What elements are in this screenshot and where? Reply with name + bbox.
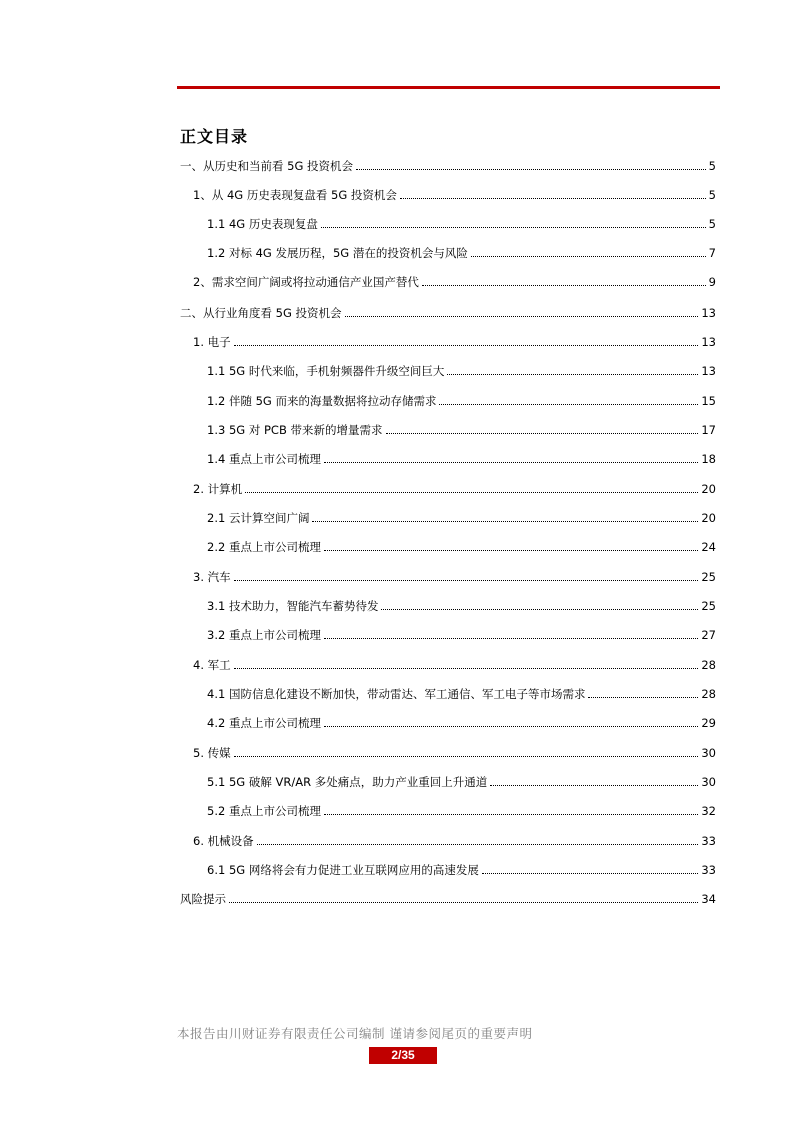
toc-entry-page: 30 [701, 746, 716, 760]
toc-entry-label: 4.1 国防信息化建设不断加快，带动雷达、军工通信、军工电子等市场需求 [207, 687, 586, 701]
toc-entry-page: 5 [708, 159, 716, 173]
toc-title: 正文目录 [180, 127, 249, 146]
toc-entry-page: 25 [701, 570, 716, 584]
toc-leader-dots [234, 345, 699, 346]
toc-entry-page: 13 [701, 364, 716, 378]
toc-leader-dots [324, 726, 698, 727]
toc-entry[interactable] [207, 627, 716, 643]
toc-leader-dots [447, 374, 698, 375]
toc-entry[interactable] [193, 274, 716, 290]
toc-leader-dots [312, 521, 698, 522]
toc-leader-dots [321, 227, 706, 228]
toc-entry[interactable] [207, 393, 716, 409]
toc-entry-page: 30 [701, 775, 716, 789]
toc-entry-label: 2.1 云计算空间广阔 [207, 511, 310, 525]
toc-entry-page: 34 [701, 892, 716, 906]
toc-entry[interactable] [207, 451, 716, 467]
toc-entry-label: 6. 机械设备 [193, 834, 254, 848]
toc-entry-label: 3.2 重点上市公司梳理 [207, 628, 321, 642]
toc-entry-page: 9 [708, 275, 716, 289]
toc-entry-label: 2. 计算机 [193, 482, 243, 496]
toc-entry[interactable] [180, 158, 716, 174]
toc-entry-label: 2.2 重点上市公司梳理 [207, 540, 321, 554]
toc-entry-page: 33 [701, 834, 716, 848]
toc-leader-dots [386, 433, 699, 434]
header-rule [177, 86, 720, 89]
toc-entry-label: 3. 汽车 [193, 570, 231, 584]
toc-leader-dots [400, 198, 706, 199]
toc-entry[interactable] [207, 803, 716, 819]
toc-entry-label: 1. 电子 [193, 335, 231, 349]
toc-entry-label: 1.2 伴随 5G 而来的海量数据将拉动存储需求 [207, 394, 437, 408]
toc-entry-page: 18 [701, 452, 716, 466]
toc-leader-dots [482, 873, 699, 874]
toc-entry[interactable] [193, 833, 716, 849]
toc-entry-page: 7 [708, 246, 716, 260]
toc-entry[interactable] [193, 569, 716, 585]
toc-entry[interactable] [193, 187, 716, 203]
toc-leader-dots [245, 492, 698, 493]
toc-leader-dots [345, 316, 699, 317]
toc-leader-dots [257, 844, 699, 845]
toc-leader-dots [324, 462, 698, 463]
toc-entry-label: 二、从行业角度看 5G 投资机会 [180, 306, 342, 320]
toc-entry-label: 5.1 5G 破解 VR/AR 多处痛点，助力产业重回上升通道 [207, 775, 488, 789]
toc-entry-page: 32 [701, 804, 716, 818]
toc-entry[interactable] [180, 305, 716, 321]
toc-entry-page: 24 [701, 540, 716, 554]
toc-leader-dots [356, 169, 706, 170]
toc-entry-page: 20 [701, 482, 716, 496]
toc-entry-page: 15 [701, 394, 716, 408]
toc-entry[interactable] [207, 245, 716, 261]
toc-entry[interactable] [207, 510, 716, 526]
toc-entry[interactable] [207, 774, 716, 790]
toc-leader-dots [490, 785, 698, 786]
toc-entry[interactable] [193, 481, 716, 497]
toc-entry-page: 13 [701, 335, 716, 349]
toc-entry-page: 27 [701, 628, 716, 642]
toc-entry[interactable] [207, 598, 716, 614]
toc-entry-label: 风险提示 [180, 892, 226, 906]
toc-entry-page: 13 [701, 306, 716, 320]
toc-entry-page: 20 [701, 511, 716, 525]
toc-entry-label: 1.3 5G 对 PCB 带来新的增量需求 [207, 423, 383, 437]
toc-entry-label: 2、需求空间广阔或将拉动通信产业国产替代 [193, 275, 419, 289]
toc-entry-page: 29 [701, 716, 716, 730]
toc-entry[interactable] [180, 891, 716, 907]
toc-entry[interactable] [207, 686, 716, 702]
toc-entry-label: 5. 传媒 [193, 746, 231, 760]
toc-entry-label: 1.1 5G 时代来临，手机射频器件升级空间巨大 [207, 364, 445, 378]
toc-leader-dots [234, 668, 699, 669]
toc-leader-dots [324, 638, 698, 639]
toc-entry-page: 33 [701, 863, 716, 877]
toc-entry[interactable] [193, 657, 716, 673]
toc-leader-dots [422, 285, 706, 286]
toc-entry-label: 4.2 重点上市公司梳理 [207, 716, 321, 730]
toc-entry[interactable] [193, 334, 716, 350]
toc-entry-label: 1.4 重点上市公司梳理 [207, 452, 321, 466]
toc-entry[interactable] [193, 745, 716, 761]
toc-entry[interactable] [207, 862, 716, 878]
toc-entry[interactable] [207, 539, 716, 555]
toc-leader-dots [234, 580, 699, 581]
toc-leader-dots [439, 404, 698, 405]
toc-entry-label: 6.1 5G 网络将会有力促进工业互联网应用的高速发展 [207, 863, 479, 877]
toc-leader-dots [324, 814, 698, 815]
toc-entry[interactable] [207, 715, 716, 731]
toc-entry-label: 1.1 4G 历史表现复盘 [207, 217, 318, 231]
toc-leader-dots [381, 609, 698, 610]
toc-entry-page: 5 [708, 188, 716, 202]
toc-entry-page: 5 [708, 217, 716, 231]
toc-entry-page: 28 [701, 658, 716, 672]
toc-entry-page: 28 [701, 687, 716, 701]
toc-entry-label: 3.1 技术助力，智能汽车蓄势待发 [207, 599, 379, 613]
toc-entry-label: 4. 军工 [193, 658, 231, 672]
toc-leader-dots [588, 697, 698, 698]
toc-entry-label: 1、从 4G 历史表现复盘看 5G 投资机会 [193, 188, 397, 202]
toc-entry-label: 一、从历史和当前看 5G 投资机会 [180, 159, 354, 173]
toc-leader-dots [234, 756, 699, 757]
toc-entry-page: 25 [701, 599, 716, 613]
toc-leader-dots [324, 550, 698, 551]
toc-leader-dots [471, 256, 706, 257]
toc-entry[interactable] [207, 422, 716, 438]
toc-leader-dots [229, 902, 698, 903]
toc-entry[interactable] [207, 363, 716, 379]
toc-entry-page: 17 [701, 423, 716, 437]
toc-entry[interactable] [207, 216, 716, 232]
footer-disclaimer: 本报告由川财证券有限责任公司编制 谨请参阅尾页的重要声明 [177, 1026, 533, 1041]
page-number-badge: 2/35 [369, 1047, 437, 1064]
toc-entry-label: 5.2 重点上市公司梳理 [207, 804, 321, 818]
toc-entry-label: 1.2 对标 4G 发展历程，5G 潜在的投资机会与风险 [207, 246, 468, 260]
